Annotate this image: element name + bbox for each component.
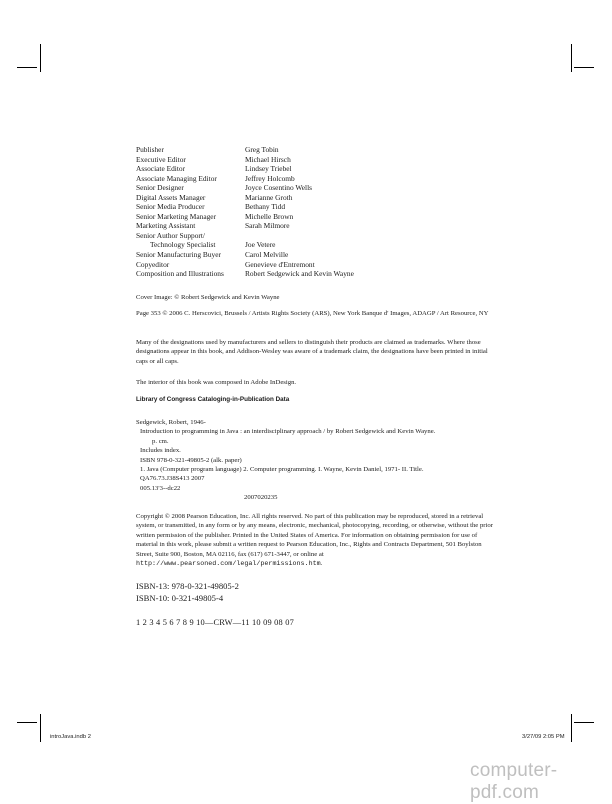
- cover-image-text: Cover Image: © Robert Sedgewick and Kevin Wayne: [136, 294, 280, 301]
- credit-row: [136, 212, 354, 222]
- credit-role: Digital Assets Manager: [136, 192, 206, 202]
- crop-mark: [571, 714, 572, 742]
- credit-row: [136, 193, 354, 203]
- page-353-text: Page 353 © 2006 C. Herscovici, Brussels / Artists Rights Society (ARS), New York Banque d' Images, ADAGP / Art Resource, NY: [136, 310, 489, 317]
- cip-line: 005.13'3--dc22: [140, 484, 181, 492]
- cip-line: Sedgewick, Robert, 1946-: [136, 419, 206, 426]
- copyright-notice: [136, 512, 498, 569]
- credit-row: [136, 202, 354, 212]
- credit-name: Michael Hirsch: [245, 154, 291, 164]
- credit-name: Lindsey Triebel: [245, 164, 292, 174]
- credit-row: [136, 221, 354, 231]
- credit-name: Michelle Brown: [245, 211, 294, 221]
- credit-row: [136, 260, 354, 270]
- credit-name: Joe Vetere: [245, 240, 276, 250]
- isbn-13: ISBN-13: 978-0-321-49805-2: [136, 581, 239, 591]
- credit-row: [136, 174, 354, 184]
- credit-role: Composition and Illustrations: [136, 269, 224, 279]
- credit-row: [136, 250, 354, 260]
- credit-name: Jeffrey Holcomb: [245, 173, 295, 183]
- credit-role: Technology Specialist: [150, 240, 216, 250]
- credit-role: Senior Manufacturing Buyer: [136, 250, 221, 260]
- copyright-end: .: [320, 560, 323, 568]
- permissions-link[interactable]: http://www.pearsoned.com/legal/permissions.htm: [136, 560, 321, 569]
- loc-heading: [136, 395, 498, 404]
- credit-name: Joyce Cosentino Wells: [245, 183, 313, 193]
- cip-line: 1. Java (Computer program language) 2. Computer programming. I. Wayne, Kevin Daniel, 1971- II. Title.: [140, 466, 424, 474]
- crop-mark: [40, 714, 41, 742]
- crop-mark: [574, 67, 594, 68]
- credit-role: Senior Author Support/: [136, 230, 205, 240]
- cip-line: Introduction to programming in Java : an interdisciplinary approach / by Robert Sedgewick and Kevin Wayne.: [140, 428, 436, 436]
- credit-name: Sarah Milmore: [245, 221, 290, 231]
- credit-row: [136, 240, 354, 250]
- credit-role: Associate Editor: [136, 164, 186, 174]
- print-line: 1 2 3 4 5 6 7 8 9 10—CRW—11 10 09 08 07: [136, 618, 295, 627]
- cip-line: ISBN 978-0-321-49805-2 (alk. paper): [140, 456, 242, 464]
- credit-name: Robert Sedgewick and Kevin Wayne: [245, 269, 354, 279]
- crop-mark: [40, 44, 41, 72]
- credit-role: Copyeditor: [136, 259, 170, 269]
- credit-row: [136, 231, 354, 241]
- copyright-paragraph: [136, 512, 498, 569]
- page-353-credit: [136, 309, 498, 318]
- credits-list: [136, 145, 354, 279]
- credit-row: [136, 164, 354, 174]
- cip-line: p. cm.: [152, 437, 169, 445]
- credit-row: [136, 155, 354, 165]
- trademark-text: Many of the designations used by manufacturers and sellers to distinguish their products are claimed as trademarks. Where those designations appear in this book, and Addison-Wesley was aware of a trademark claim, the designations have been printed in initial caps or all caps.: [136, 339, 488, 365]
- credit-row: [136, 183, 354, 193]
- credit-name: Genevieve d'Entremont: [245, 259, 315, 269]
- slug-left: introJava.indb 2: [50, 734, 91, 740]
- credit-role: Senior Marketing Manager: [136, 211, 217, 221]
- crop-mark: [17, 67, 37, 68]
- credit-role: Marketing Assistant: [136, 221, 196, 231]
- interior-text: The interior of this book was composed in Adobe InDesign.: [136, 379, 297, 386]
- watermark: computer-pdf.com: [470, 760, 558, 803]
- credit-name: Carol Melville: [245, 250, 289, 260]
- credit-row: [136, 145, 354, 155]
- isbn-10: ISBN-10: 0-321-49805-4: [136, 593, 224, 604]
- credit-role: Executive Editor: [136, 154, 186, 164]
- loc-title-text: Library of Congress Cataloging-in-Publication Data: [136, 396, 290, 403]
- crop-mark: [571, 44, 572, 72]
- cip-data: [136, 418, 498, 503]
- crop-mark: [574, 722, 594, 723]
- credit-name: Greg Tobin: [245, 145, 279, 154]
- interior-note: [136, 378, 498, 387]
- credit-name: Bethany Tidd: [245, 202, 286, 212]
- credit-role: Senior Media Producer: [136, 202, 205, 212]
- credit-role: Publisher: [136, 145, 164, 154]
- crop-mark: [17, 722, 37, 723]
- credit-row: [136, 269, 354, 279]
- cip-line: 2007020235: [244, 494, 278, 502]
- cip-line: Includes index.: [140, 447, 181, 455]
- cover-image-credit: [136, 293, 498, 302]
- cip-line: QA76.73.J38S413 2007: [140, 475, 205, 483]
- isbn-block: [136, 580, 239, 605]
- slug-right: 3/27/09 2:05 PM: [522, 734, 565, 740]
- credit-name: Marianne Groth: [245, 192, 293, 202]
- trademark-notice: [136, 338, 498, 366]
- credit-role: Senior Designer: [136, 183, 184, 193]
- credit-role: Associate Managing Editor: [136, 173, 217, 183]
- copyright-text: Copyright © 2008 Pearson Education, Inc. All rights reserved. No part of this publication may be reproduced, stored in a retrieval system, or transmitted, in any form or by any means, electronic, mechanical, photocopying, recording, or otherwise, without the prior written permission of the publisher. Printed in the United States of America. For information on obtaining permission for use of material in this work, please submit a written request to Pearson Education, Inc., Rights and Contracts Department, 501 Boylston Street, Suite 900, Boston, MA 02116, fax (617) 671-3447, or online at: [136, 513, 493, 558]
